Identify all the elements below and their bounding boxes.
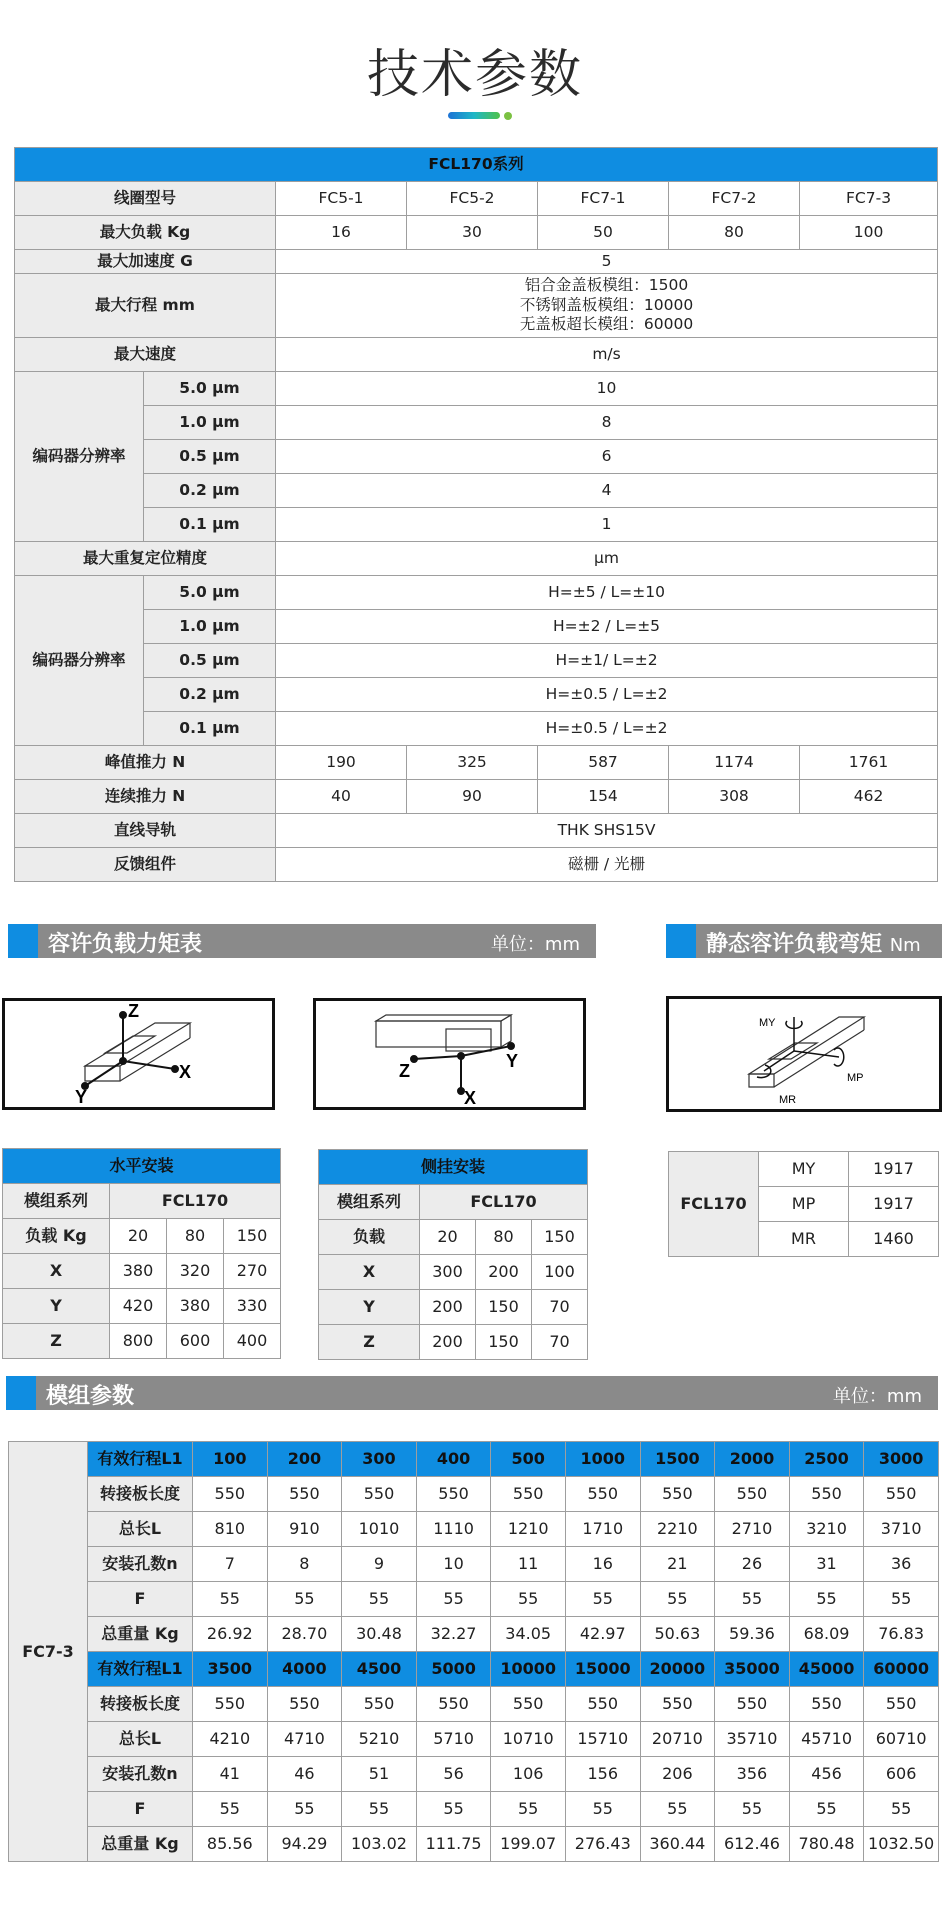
- hole-count-cell: 56: [416, 1757, 491, 1792]
- peak-cell: 1761: [800, 746, 938, 780]
- value-cell: 400: [224, 1324, 281, 1359]
- moment-key: MR: [759, 1222, 849, 1257]
- encoder-label: 编码器分辨率: [15, 576, 144, 746]
- stroke-cell: 3000: [864, 1442, 939, 1477]
- load-cell: 20: [420, 1220, 476, 1255]
- total-weight-cell: 780.48: [789, 1827, 864, 1862]
- series-header: FCL170系列: [15, 148, 938, 182]
- axis-y-label: Y: [506, 1051, 519, 1071]
- plate-length-cell: 550: [715, 1477, 790, 1512]
- total-weight-cell: 111.75: [416, 1827, 491, 1862]
- resolution-cell: 0.5 μm: [144, 644, 276, 678]
- hole-count-label: 安装孔数n: [88, 1757, 193, 1792]
- repeat-label: 最大重复定位精度: [15, 542, 276, 576]
- max-load-label: 最大负载 Kg: [15, 216, 276, 250]
- axis-label: Y: [319, 1290, 420, 1325]
- axis-label: X: [319, 1255, 420, 1290]
- hole-count-cell: 36: [864, 1547, 939, 1582]
- total-weight-label: 总重量 Kg: [88, 1827, 193, 1862]
- side-axis-diagram: [313, 998, 586, 1110]
- resolution-cell: 0.2 μm: [144, 678, 276, 712]
- hole-count-cell: 51: [342, 1757, 417, 1792]
- plate-length-cell: 550: [193, 1477, 268, 1512]
- stroke-line: 不锈钢盖板模组：10000: [519, 295, 694, 314]
- resolution-cell: 0.1 μm: [144, 712, 276, 746]
- repeat-unit: μm: [276, 542, 938, 576]
- axis-z-label: Z: [128, 1001, 139, 1021]
- total-length-cell: 4710: [267, 1722, 342, 1757]
- resolution-cell: 1.0 μm: [144, 406, 276, 440]
- total-length-cell: 45710: [789, 1722, 864, 1757]
- moment-mr-label: MR: [779, 1094, 797, 1106]
- stroke-cell: 10000: [491, 1652, 566, 1687]
- value-cell: 420: [110, 1289, 167, 1324]
- moment-unit: 单位：mm: [490, 934, 580, 955]
- total-weight-cell: 34.05: [491, 1617, 566, 1652]
- series-label: 模组系列: [3, 1184, 110, 1219]
- model-cell: FC7-3: [800, 182, 938, 216]
- resolution-cell: 5.0 μm: [144, 576, 276, 610]
- resolution-cell: 0.1 μm: [144, 508, 276, 542]
- value-cell: 300: [420, 1255, 476, 1290]
- moment-section-bar: [8, 924, 596, 958]
- f-cell: 55: [789, 1582, 864, 1617]
- f-cell: 55: [864, 1792, 939, 1827]
- module-row: [9, 1757, 939, 1792]
- f-cell: 55: [715, 1582, 790, 1617]
- module-row: [9, 1652, 939, 1687]
- stroke-cell: 4500: [342, 1652, 417, 1687]
- static-unit: Nm: [889, 935, 921, 956]
- module-row: [9, 1442, 939, 1477]
- hole-count-cell: 11: [491, 1547, 566, 1582]
- f-cell: 55: [715, 1792, 790, 1827]
- value-cell: 320: [167, 1254, 224, 1289]
- total-length-cell: 1210: [491, 1512, 566, 1547]
- hole-count-cell: 10: [416, 1547, 491, 1582]
- resolution-cell: 0.2 μm: [144, 474, 276, 508]
- max-stroke-label: 最大行程 mm: [15, 274, 276, 338]
- value-cell: 150: [476, 1290, 532, 1325]
- f-cell: 55: [491, 1582, 566, 1617]
- hole-count-cell: 9: [342, 1547, 417, 1582]
- spec-table: [14, 147, 938, 882]
- plate-length-cell: 550: [193, 1687, 268, 1722]
- total-length-cell: 810: [193, 1512, 268, 1547]
- horizontal-mount-table: [2, 1148, 281, 1359]
- plate-length-cell: 550: [342, 1687, 417, 1722]
- plate-length-cell: 550: [416, 1477, 491, 1512]
- module-row: [9, 1722, 939, 1757]
- load-cell: 80: [167, 1219, 224, 1254]
- hole-count-cell: 106: [491, 1757, 566, 1792]
- cont-cell: 40: [276, 780, 407, 814]
- side-title: 侧挂安装: [319, 1150, 588, 1185]
- total-weight-cell: 26.92: [193, 1617, 268, 1652]
- plate-length-cell: 550: [789, 1477, 864, 1512]
- series-label: 模组系列: [319, 1185, 420, 1220]
- total-weight-cell: 68.09: [789, 1617, 864, 1652]
- moment-value: 1917: [849, 1152, 939, 1187]
- stroke-cell: 20000: [640, 1652, 715, 1687]
- stroke-cell: 35000: [715, 1652, 790, 1687]
- axis-label: X: [3, 1254, 110, 1289]
- plate-length-label: 转接板长度: [88, 1477, 193, 1512]
- total-weight-cell: 42.97: [565, 1617, 640, 1652]
- total-length-cell: 3210: [789, 1512, 864, 1547]
- series-value: FCL170: [110, 1184, 281, 1219]
- hole-count-cell: 46: [267, 1757, 342, 1792]
- total-length-cell: 35710: [715, 1722, 790, 1757]
- plate-length-cell: 550: [565, 1687, 640, 1722]
- stroke-cell: 500: [491, 1442, 566, 1477]
- total-length-cell: 60710: [864, 1722, 939, 1757]
- module-section-bar: [6, 1376, 938, 1410]
- value-cell: 150: [476, 1325, 532, 1360]
- hole-count-cell: 41: [193, 1757, 268, 1792]
- plate-length-cell: 550: [416, 1687, 491, 1722]
- moment-key: MY: [759, 1152, 849, 1187]
- horizontal-axis-diagram: [2, 998, 275, 1110]
- model-cell: FC5-1: [276, 182, 407, 216]
- resolution-cell: 0.5 μm: [144, 440, 276, 474]
- value-cell: 800: [110, 1324, 167, 1359]
- value-cell: 70: [532, 1325, 588, 1360]
- speed-value: 6: [276, 440, 938, 474]
- total-length-cell: 2710: [715, 1512, 790, 1547]
- plate-length-cell: 550: [715, 1687, 790, 1722]
- speed-value: 8: [276, 406, 938, 440]
- total-weight-cell: 360.44: [640, 1827, 715, 1862]
- peak-cell: 587: [538, 746, 669, 780]
- module-table: [8, 1441, 939, 1862]
- f-cell: 55: [342, 1792, 417, 1827]
- moment-value: 1460: [849, 1222, 939, 1257]
- total-weight-cell: 94.29: [267, 1827, 342, 1862]
- total-weight-cell: 76.83: [864, 1617, 939, 1652]
- f-label: F: [88, 1582, 193, 1617]
- total-length-label: 总长L: [88, 1512, 193, 1547]
- repeat-value: H=±1/ L=±2: [276, 644, 938, 678]
- total-length-cell: 910: [267, 1512, 342, 1547]
- title-underline: [448, 112, 508, 120]
- f-cell: 55: [640, 1582, 715, 1617]
- total-weight-cell: 28.70: [267, 1617, 342, 1652]
- stroke-cell: 1500: [640, 1442, 715, 1477]
- f-cell: 55: [565, 1792, 640, 1827]
- side-mount-table: [318, 1149, 588, 1360]
- module-row: [9, 1617, 939, 1652]
- module-row: [9, 1477, 939, 1512]
- module-row: [9, 1547, 939, 1582]
- rail-label: 直线导轨: [15, 814, 276, 848]
- stroke-cell: 2500: [789, 1442, 864, 1477]
- max-acc-value: 5: [276, 250, 938, 274]
- static-title: 静态容许负载弯矩: [706, 932, 883, 957]
- stroke-cell: 45000: [789, 1652, 864, 1687]
- total-weight-cell: 32.27: [416, 1617, 491, 1652]
- plate-length-cell: 550: [864, 1687, 939, 1722]
- moment-key: MP: [759, 1187, 849, 1222]
- moment-my-label: MY: [759, 1017, 776, 1029]
- total-length-cell: 15710: [565, 1722, 640, 1757]
- load-cell: 150: [224, 1219, 281, 1254]
- value-cell: 100: [532, 1255, 588, 1290]
- horizontal-title: 水平安装: [3, 1149, 281, 1184]
- f-cell: 55: [342, 1582, 417, 1617]
- total-weight-cell: 30.48: [342, 1617, 417, 1652]
- plate-length-cell: 550: [491, 1687, 566, 1722]
- max-load-cell: 80: [669, 216, 800, 250]
- module-row: [9, 1582, 939, 1617]
- f-cell: 55: [267, 1582, 342, 1617]
- max-speed-label: 最大速度: [15, 338, 276, 372]
- f-label: F: [88, 1792, 193, 1827]
- f-cell: 55: [789, 1792, 864, 1827]
- moment-value: 1917: [849, 1187, 939, 1222]
- peak-cell: 325: [407, 746, 538, 780]
- f-cell: 55: [640, 1792, 715, 1827]
- module-model: FC7-3: [9, 1442, 88, 1862]
- axis-x-label: X: [179, 1062, 192, 1082]
- feedback-label: 反馈组件: [15, 848, 276, 882]
- module-section-title: 模组参数: [46, 1384, 135, 1409]
- max-acc-label: 最大加速度 G: [15, 250, 276, 274]
- hole-count-cell: 206: [640, 1757, 715, 1792]
- value-cell: 380: [110, 1254, 167, 1289]
- total-weight-cell: 103.02: [342, 1827, 417, 1862]
- total-length-cell: 3710: [864, 1512, 939, 1547]
- repeat-value: H=±2 / L=±5: [276, 610, 938, 644]
- module-row: [9, 1512, 939, 1547]
- cont-label: 连续推力 N: [15, 780, 276, 814]
- total-length-label: 总长L: [88, 1722, 193, 1757]
- total-length-cell: 20710: [640, 1722, 715, 1757]
- cont-cell: 308: [669, 780, 800, 814]
- plate-length-cell: 550: [491, 1477, 566, 1512]
- plate-length-cell: 550: [789, 1687, 864, 1722]
- module-unit: 单位：mm: [832, 1386, 922, 1407]
- value-cell: 200: [420, 1290, 476, 1325]
- plate-length-cell: 550: [342, 1477, 417, 1512]
- hole-count-cell: 606: [864, 1757, 939, 1792]
- total-length-cell: 1710: [565, 1512, 640, 1547]
- stroke-cell: 200: [267, 1442, 342, 1477]
- total-weight-label: 总重量 Kg: [88, 1617, 193, 1652]
- repeat-value: H=±0.5 / L=±2: [276, 678, 938, 712]
- plate-length-cell: 550: [565, 1477, 640, 1512]
- stroke-cell: 300: [342, 1442, 417, 1477]
- repeat-value: H=±0.5 / L=±2: [276, 712, 938, 746]
- moment-diagram: [666, 996, 942, 1112]
- total-weight-cell: 50.63: [640, 1617, 715, 1652]
- stroke-cell: 15000: [565, 1652, 640, 1687]
- total-weight-cell: 276.43: [565, 1827, 640, 1862]
- f-cell: 55: [193, 1792, 268, 1827]
- max-load-cell: 50: [538, 216, 669, 250]
- stroke-label: 有效行程L1: [88, 1652, 193, 1687]
- page-title: 技术参数: [366, 45, 583, 105]
- total-weight-cell: 612.46: [715, 1827, 790, 1862]
- resolution-cell: 5.0 μm: [144, 372, 276, 406]
- total-length-cell: 1010: [342, 1512, 417, 1547]
- stroke-line: 铝合金盖板模组：1500: [524, 276, 689, 295]
- hole-count-cell: 26: [715, 1547, 790, 1582]
- repeat-value: H=±5 / L=±10: [276, 576, 938, 610]
- plate-length-cell: 550: [267, 1477, 342, 1512]
- plate-length-cell: 550: [267, 1687, 342, 1722]
- max-load-cell: 100: [800, 216, 938, 250]
- module-row: [9, 1687, 939, 1722]
- resolution-cell: 1.0 μm: [144, 610, 276, 644]
- speed-value: 4: [276, 474, 938, 508]
- plate-length-cell: 550: [864, 1477, 939, 1512]
- peak-label: 峰值推力 N: [15, 746, 276, 780]
- stroke-cell: 60000: [864, 1652, 939, 1687]
- total-weight-cell: 85.56: [193, 1827, 268, 1862]
- encoder-label: 编码器分辨率: [15, 372, 144, 542]
- plate-length-cell: 550: [640, 1687, 715, 1722]
- model-cell: FC7-1: [538, 182, 669, 216]
- stroke-cell: 4000: [267, 1652, 342, 1687]
- total-length-cell: 10710: [491, 1722, 566, 1757]
- axis-y-label: Y: [75, 1087, 88, 1107]
- hole-count-cell: 7: [193, 1547, 268, 1582]
- load-cell: 150: [532, 1220, 588, 1255]
- moment-mp-label: MP: [847, 1072, 864, 1084]
- hole-count-cell: 356: [715, 1757, 790, 1792]
- value-cell: 70: [532, 1290, 588, 1325]
- static-section-bar: [666, 924, 942, 958]
- speed-value: 1: [276, 508, 938, 542]
- cont-cell: 90: [407, 780, 538, 814]
- hole-count-cell: 456: [789, 1757, 864, 1792]
- rail-value: THK SHS15V: [276, 814, 938, 848]
- stroke-cell: 400: [416, 1442, 491, 1477]
- static-moment-table: [668, 1151, 939, 1257]
- stroke-label: 有效行程L1: [88, 1442, 193, 1477]
- value-cell: 330: [224, 1289, 281, 1324]
- f-cell: 55: [193, 1582, 268, 1617]
- total-length-cell: 4210: [193, 1722, 268, 1757]
- max-load-cell: 30: [407, 216, 538, 250]
- module-row: [9, 1792, 939, 1827]
- axis-z-label: Z: [399, 1061, 410, 1081]
- stroke-cell: 5000: [416, 1652, 491, 1687]
- total-weight-cell: 59.36: [715, 1617, 790, 1652]
- speed-value: 10: [276, 372, 938, 406]
- stroke-cell: 100: [193, 1442, 268, 1477]
- stroke-cell: 2000: [715, 1442, 790, 1477]
- cont-cell: 154: [538, 780, 669, 814]
- static-model: FCL170: [669, 1152, 759, 1257]
- max-stroke-value: [276, 274, 938, 338]
- coil-label: 线圈型号: [15, 182, 276, 216]
- axis-label: Y: [3, 1289, 110, 1324]
- value-cell: 600: [167, 1324, 224, 1359]
- f-cell: 55: [267, 1792, 342, 1827]
- hole-count-cell: 31: [789, 1547, 864, 1582]
- hole-count-cell: 156: [565, 1757, 640, 1792]
- hole-count-cell: 16: [565, 1547, 640, 1582]
- value-cell: 270: [224, 1254, 281, 1289]
- load-label: 负载 Kg: [3, 1219, 110, 1254]
- load-cell: 20: [110, 1219, 167, 1254]
- peak-cell: 1174: [669, 746, 800, 780]
- load-cell: 80: [476, 1220, 532, 1255]
- load-label: 负载: [319, 1220, 420, 1255]
- cont-cell: 462: [800, 780, 938, 814]
- static-section-title: [706, 927, 921, 958]
- axis-x-label: X: [464, 1088, 477, 1107]
- value-cell: 200: [420, 1325, 476, 1360]
- model-cell: FC5-2: [407, 182, 538, 216]
- total-weight-cell: 1032.50: [864, 1827, 939, 1862]
- f-cell: 55: [491, 1792, 566, 1827]
- model-cell: FC7-2: [669, 182, 800, 216]
- axis-label: Z: [319, 1325, 420, 1360]
- f-cell: 55: [864, 1582, 939, 1617]
- value-cell: 200: [476, 1255, 532, 1290]
- plate-length-cell: 550: [640, 1477, 715, 1512]
- plate-length-label: 转接板长度: [88, 1687, 193, 1722]
- stroke-line: 无盖板超长模组：60000: [519, 315, 694, 334]
- hole-count-cell: 21: [640, 1547, 715, 1582]
- f-cell: 55: [416, 1582, 491, 1617]
- max-speed-unit: m/s: [276, 338, 938, 372]
- total-weight-cell: 199.07: [491, 1827, 566, 1862]
- total-length-cell: 1110: [416, 1512, 491, 1547]
- value-cell: 380: [167, 1289, 224, 1324]
- f-cell: 55: [416, 1792, 491, 1827]
- stroke-cell: 3500: [193, 1652, 268, 1687]
- hole-count-cell: 8: [267, 1547, 342, 1582]
- stroke-cell: 1000: [565, 1442, 640, 1477]
- hole-count-label: 安装孔数n: [88, 1547, 193, 1582]
- axis-label: Z: [3, 1324, 110, 1359]
- total-length-cell: 2210: [640, 1512, 715, 1547]
- total-length-cell: 5710: [416, 1722, 491, 1757]
- module-row: [9, 1827, 939, 1862]
- series-value: FCL170: [420, 1185, 588, 1220]
- peak-cell: 190: [276, 746, 407, 780]
- max-load-cell: 16: [276, 216, 407, 250]
- feedback-value: 磁栅 / 光栅: [276, 848, 938, 882]
- f-cell: 55: [565, 1582, 640, 1617]
- moment-section-title: 容许负载力矩表: [48, 932, 203, 957]
- total-length-cell: 5210: [342, 1722, 417, 1757]
